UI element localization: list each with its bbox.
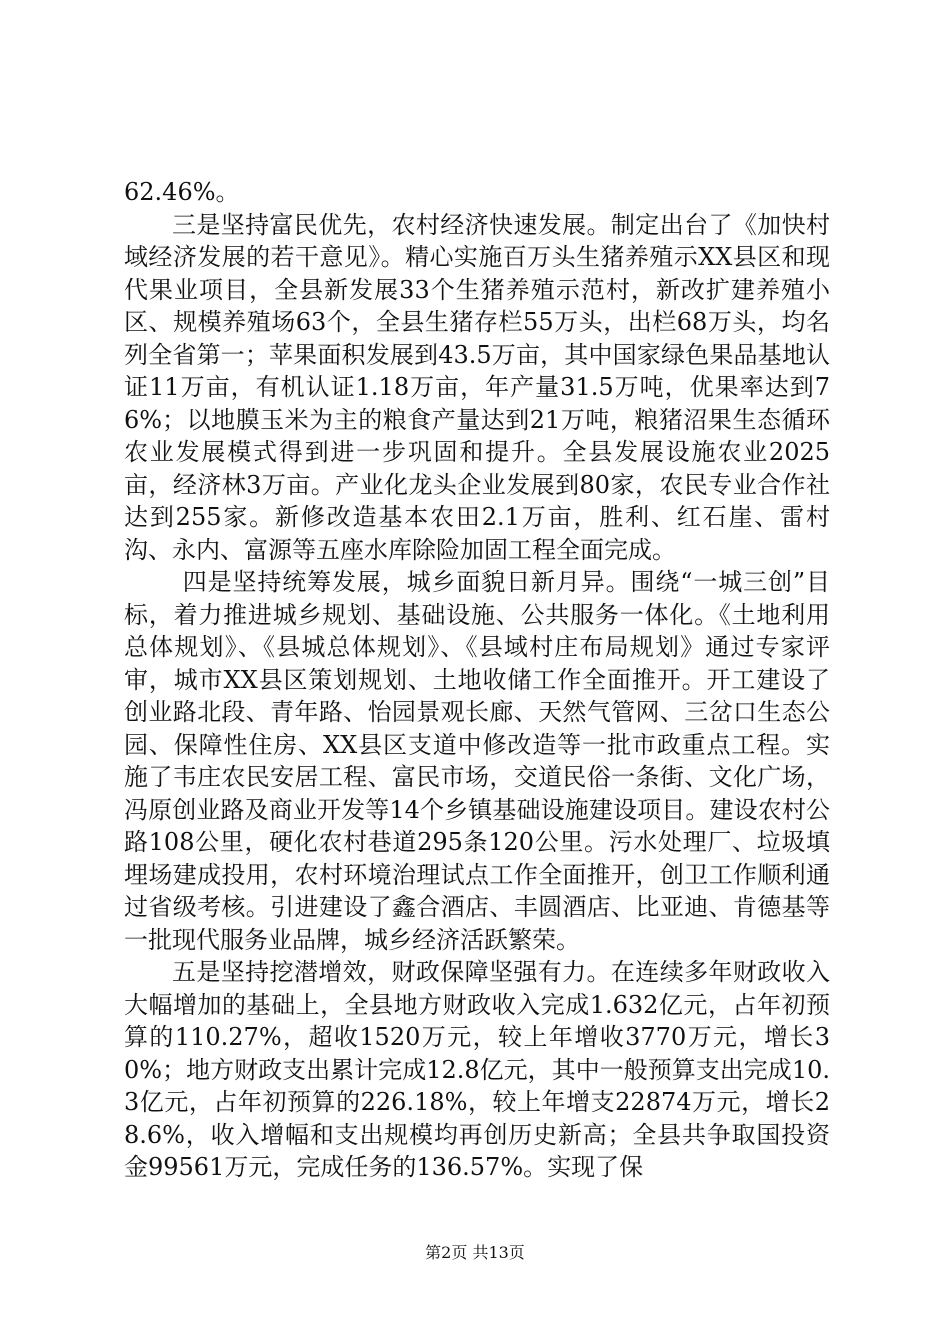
paragraph-continuation: 62.46%。 (124, 178, 240, 206)
page-footer: 第2页 共13页 (425, 1243, 525, 1262)
paragraph-rural-economy: 三是坚持富民优先，农村经济快速发展。制定出台了《加快村域经济发展的若干意见》。精心实施百万头生猪养殖示XX县区和现代果业项目，全县新发展33个生猪养殖示范村，新改扩建养殖小区、规模养殖场63个，全县生猪存栏55万头，出栏68万头，均名列全省第一；苹果面积发展到43.5万亩，其中国家绿色果品基地认证11万亩，有机认证1.18万亩，年产量31.5万吨，优果率达到76%；以地膜玉米为主的粮食产量达到21万吨，粮猪沼果生态循环农业发展模式得到进一步巩固和提升。全县发展设施农业2025亩，经济林3万亩。产业化龙头企业发展到80家，农民专业合作社达到255家。新修改造基本农田2.1万亩，胜利、红石崖、雷村沟、永内、富源等五座水库除险加固工程全面完成。 (124, 210, 830, 564)
body-text (124, 176, 830, 1184)
paragraph-finance: 五是坚持挖潜增效，财政保障坚强有力。在连续多年财政收入大幅增加的基础上，全县地方财政收入完成1.632亿元，占年初预算的110.27%，超收1520万元，较上年增收3770万元，增长30%；地方财政支出累计完成12.8亿元，其中一般预算支出完成10.3亿元，占年初预算的226.18%，较上年增支22874万元，增长28.6%，收入增幅和支出规模均再创历史新高；全县共争取国投资金99561万元，完成任务的136.57%。实现了保 (124, 958, 830, 1181)
paragraph-urban-rural: 四是坚持统筹发展，城乡面貌日新月异。围绕“一城三创”目标，着力推进城乡规划、基础设施、公共服务一体化。《土地利用总体规划》、《县城总体规划》、《县域村庄布局规划》通过专家评审，城市XX县区策划规划、土地收储工作全面推开。开工建设了创业路北段、青年路、怡园景观长廊、天然气管网、三岔口生态公园、保障性住房、XX县区支道中修改造等一批市政重点工程。实施了韦庄农民安居工程、富民市场，交道民俗一条街、文化广场，冯原创业路及商业开发等14个乡镇基础设施建设项目。建设农村公路108公里，硬化农村巷道295条120公里。污水处理厂、垃圾填埋场建成投用，农村环境治理试点工作全面推开，创卫工作顺利通过省级考核。引进建设了鑫合酒店、丰圆酒店、比亚迪、肯德基等一批现代服务业品牌，城乡经济活跃繁荣。 (124, 568, 830, 954)
